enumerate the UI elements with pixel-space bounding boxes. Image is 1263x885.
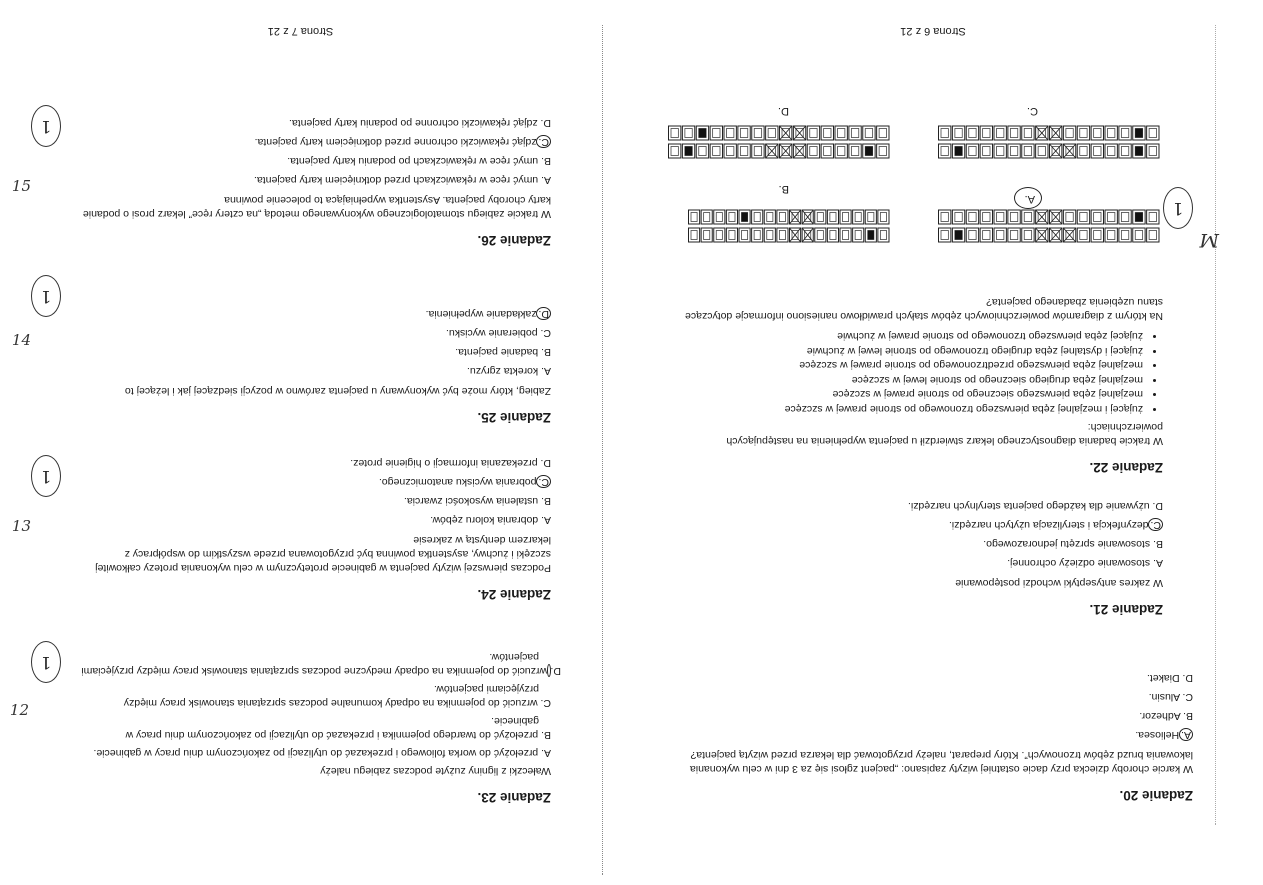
- tooth-box: [793, 144, 805, 158]
- tooth-box: [1050, 126, 1062, 140]
- tooth-box: [1147, 228, 1159, 242]
- tooth-box: [764, 210, 775, 224]
- handwritten-note: M: [1199, 229, 1219, 251]
- option-c: C. wrzucić do pojemnika na odpady komunalne podczas sprzątania stanowisk pracy między przyjęciami pacjentów.: [123, 683, 551, 709]
- tooth-box: [835, 144, 847, 158]
- tooth-box: [1008, 228, 1020, 242]
- task-question: W zakres antyseptyki wchodzi postępowanie: [955, 577, 1163, 589]
- option-b: B. stosowanie sprzętu jednorazowego.: [983, 538, 1163, 550]
- tooth-box: [1077, 126, 1089, 140]
- option-a: A. przełożyć do worka foliowego i przekazać do utylizacji po zakończonym dniu pracy w gabinecie.: [93, 747, 551, 759]
- page-footer: Strona 7 z 21: [267, 25, 334, 37]
- tooth-box: [1036, 228, 1048, 242]
- tooth-box: [1050, 144, 1062, 158]
- tooth-box: [980, 228, 992, 242]
- tooth-box: [764, 228, 775, 242]
- option-d-selected: D.wrzucić do pojemnika na odpady medyczne podczas sprzątania stanowisk pracy między przyjęciami pacjentów.: [81, 651, 561, 677]
- option-d: D. zdjąć rękawiczki ochronne po podaniu karty pacjenta.: [288, 117, 551, 129]
- tooth-box: [1147, 126, 1159, 140]
- score-mark: 1: [31, 275, 61, 317]
- tooth-box: [939, 126, 951, 140]
- tooth-box: [752, 210, 763, 224]
- tooth-box: [994, 126, 1006, 140]
- diagram-label-a: A.: [1024, 193, 1035, 205]
- diagram-label-b: B.: [778, 183, 789, 195]
- task-26: [71, 113, 551, 248]
- tooth-box: [701, 210, 712, 224]
- tooth-box: [766, 144, 778, 158]
- option-c: C. Alusin.: [1148, 691, 1193, 703]
- tooth-box: [738, 126, 750, 140]
- task-25: [81, 304, 551, 425]
- tooth-box: [853, 228, 864, 242]
- tooth-box: [793, 126, 805, 140]
- tooth-box: [766, 126, 778, 140]
- handwritten-number: 13: [11, 517, 31, 535]
- option-a: A. stosowanie odzieży ochronnej.: [1007, 557, 1163, 569]
- options-list: [81, 304, 551, 380]
- tooth-box: [994, 144, 1006, 158]
- tooth-box: [994, 228, 1006, 242]
- tooth-box: [714, 228, 725, 242]
- tooth-box: [689, 228, 700, 242]
- answer-circle: A.: [1181, 729, 1191, 741]
- finding-item: • żującej zęba pierwszego trzonowego po stronie prawej w żuchwie: [663, 329, 1143, 344]
- tooth-box: [1077, 210, 1089, 224]
- tooth-box: [1105, 144, 1117, 158]
- tooth-box: [1091, 126, 1103, 140]
- option-a: A. dobrania koloru zębów.: [430, 514, 551, 526]
- tooth-box: [1008, 210, 1020, 224]
- task-question: W trakcie zabiegu stomatologicznego wykonywanego metodą „na cztery ręce” lekarz prosi o podanie karty choroby pacjenta. Asystentka wypełniająca to polecenie powinna: [82, 194, 551, 220]
- tooth-box: [1105, 210, 1117, 224]
- tooth-box: [714, 210, 725, 224]
- tooth-box: [1022, 228, 1034, 242]
- tooth-diagram-d: [663, 125, 893, 161]
- tooth-box: [863, 126, 875, 140]
- task-21: [643, 496, 1163, 617]
- tooth-box: [780, 144, 792, 158]
- tooth-box: [1091, 228, 1103, 242]
- option-b: B. ustalenia wysokości zwarcia.: [403, 495, 551, 507]
- option-c-selected: C.dezynfekcja i sterylizacja użytych narzędzi.: [948, 519, 1161, 531]
- tooth-box: [827, 210, 838, 224]
- task-question-2: Na którym z diagramów powierzchniowych zębów stałych prawidłowo naniesiono informacje dotyczące stanu uzębienia zbadanego pacjenta?: [685, 296, 1163, 322]
- task-question: Zabieg, który może być wykonywany u pacjenta zarówno w pozycji siedzącej jak i leżącej to: [124, 385, 551, 397]
- task-title: Zadanie 23.: [477, 790, 551, 805]
- tooth-box: [1022, 210, 1034, 224]
- tooth-box: [669, 126, 681, 140]
- tooth-box: [952, 126, 964, 140]
- task-24: [81, 453, 551, 602]
- option-a-selected: A.Heliosea.: [1135, 729, 1191, 741]
- tooth-box: [1063, 228, 1075, 242]
- score-mark: 1: [31, 105, 61, 147]
- handwritten-number: 14: [11, 331, 31, 349]
- tooth-box: [739, 210, 750, 224]
- tooth-box: [790, 210, 801, 224]
- findings-list: [663, 329, 1163, 416]
- tooth-box: [1022, 144, 1034, 158]
- tooth-box: [807, 126, 819, 140]
- tooth-box: [966, 210, 978, 224]
- option-c: C. pobieranie wycisku.: [445, 327, 551, 339]
- tooth-box: [724, 144, 736, 158]
- tooth-box: [780, 126, 792, 140]
- tooth-box: [939, 210, 951, 224]
- tooth-box: [726, 228, 737, 242]
- option-d-selected: D.zakładanie wypełnienia.: [425, 308, 549, 320]
- tooth-box: [877, 126, 889, 140]
- finding-item: • mezjalnej zęba pierwszego siecznego po stronie prawej w szczęce: [663, 387, 1143, 402]
- finding-item: • żującej i dystalnej zęba drugiego trzonowego po stronie lewej w żuchwie: [663, 344, 1143, 359]
- tooth-box: [878, 228, 889, 242]
- answer-circle: D.: [547, 664, 551, 677]
- tooth-box: [1036, 144, 1048, 158]
- tooth-diagram-a: [933, 209, 1163, 245]
- tooth-box: [738, 144, 750, 158]
- page-footer: Strona 6 z 21: [900, 25, 966, 37]
- tooth-box: [752, 228, 763, 242]
- answer-circle: C.: [538, 476, 549, 488]
- tooth-box: [802, 228, 813, 242]
- option-c-selected: C.zdjąć rękawiczki ochronne przed dotknięciem karty pacjenta.: [254, 136, 549, 148]
- tooth-box: [865, 228, 876, 242]
- tooth-box: [966, 126, 978, 140]
- tooth-box: [807, 144, 819, 158]
- tooth-box: [739, 228, 750, 242]
- tooth-box: [1147, 210, 1159, 224]
- task-question: Podczas pierwszej wizyty pacjenta w gabinecie protetycznym w celu wykonania protezy całkowitej szczęki i żuchwy, asystentka powinna być przygotowana przede wszystkim do współpracy z lekarzem dentystą w zakresie: [95, 534, 551, 574]
- finding-item: • żującej i mezjalnej zęba pierwszego trzonowego po stronie prawej w szczęce: [663, 402, 1143, 417]
- tooth-box: [1063, 126, 1075, 140]
- answer-circle: C.: [1150, 519, 1161, 531]
- tooth-box: [777, 210, 788, 224]
- task-question: W karcie choroby dziecka przy dacie ostatniej wizyty zapisano: „pacjent zgłosi się za 3 dni w celu wykonania lakowania bruzd zębów trzonowych”. Który preparat, należy przygotować dla lekarza przed wizytą pacjenta?: [689, 749, 1193, 775]
- score-mark: 1: [31, 641, 61, 683]
- tooth-box: [1119, 126, 1131, 140]
- tooth-box: [952, 210, 964, 224]
- option-b: B. Adhezor.: [1139, 710, 1193, 722]
- tooth-box: [1036, 126, 1048, 140]
- tooth-box: [777, 228, 788, 242]
- finding-item: • mezjalnej zęba drugiego siecznego po stronie lewej w szczęce: [663, 373, 1143, 388]
- tooth-box: [1105, 228, 1117, 242]
- options-list: [81, 650, 561, 760]
- diagram-label-c: C.: [1027, 105, 1038, 117]
- option-b: B. przełożyć do twardego pojemnika i przekazać do utylizacji po zakończonym dniu pracy w gabinecie.: [125, 715, 551, 741]
- tooth-box: [1091, 210, 1103, 224]
- tooth-box: [966, 144, 978, 158]
- tooth-box: [1147, 144, 1159, 158]
- tooth-box: [952, 144, 964, 158]
- tooth-box: [1105, 126, 1117, 140]
- option-d: D. używanie dla każdego pacjenta sterylnych narzędzi.: [907, 500, 1163, 512]
- tooth-box: [865, 210, 876, 224]
- tooth-box: [815, 228, 826, 242]
- option-b: B. umyć ręce w rękawiczkach po podaniu karty pacjenta.: [287, 155, 551, 167]
- option-b: B. badanie pacjenta.: [455, 346, 551, 358]
- diagram-label-d: D.: [778, 105, 789, 117]
- handwritten-number: 12: [9, 701, 29, 719]
- tooth-box: [1008, 144, 1020, 158]
- tooth-box: [939, 144, 951, 158]
- tooth-box: [1091, 144, 1103, 158]
- tooth-box: [696, 126, 708, 140]
- tooth-box: [1133, 228, 1145, 242]
- tooth-box: [849, 126, 861, 140]
- task-title: Zadanie 25.: [477, 410, 551, 425]
- tooth-box: [710, 144, 722, 158]
- tooth-box: [1077, 144, 1089, 158]
- tooth-box: [1119, 144, 1131, 158]
- task-20: [673, 668, 1193, 803]
- tooth-box: [1008, 126, 1020, 140]
- tooth-box: [1022, 126, 1034, 140]
- tooth-box: [710, 126, 722, 140]
- answer-circle: C.: [538, 136, 549, 148]
- tooth-box: [752, 144, 764, 158]
- tooth-box: [994, 210, 1006, 224]
- tooth-box: [1133, 144, 1145, 158]
- task-question: Wałeczki z ligniny zużyte podczas zabiegu należy: [320, 765, 551, 777]
- tooth-box: [689, 210, 700, 224]
- task-title: Zadanie 26.: [477, 233, 551, 248]
- task-question: W trakcie badania diagnostycznego lekarz stwierdził u pacjenta wypełnienia na następujących powierzchniach:: [726, 421, 1163, 447]
- score-mark: 1: [31, 455, 61, 497]
- tooth-box: [802, 210, 813, 224]
- tooth-box: [827, 228, 838, 242]
- tooth-box: [724, 126, 736, 140]
- tooth-box: [980, 126, 992, 140]
- tooth-box: [835, 126, 847, 140]
- tooth-box: [1133, 126, 1145, 140]
- tooth-box: [980, 144, 992, 158]
- tooth-diagram-c: [933, 125, 1163, 161]
- task-title: Zadanie 21.: [1089, 602, 1163, 617]
- handwritten-number: 15: [11, 177, 31, 195]
- tooth-box: [952, 228, 964, 242]
- option-d: D. przekazania informacji o higienie protez.: [350, 457, 551, 469]
- tooth-box: [840, 210, 851, 224]
- tooth-box: [1133, 210, 1145, 224]
- tooth-box: [821, 144, 833, 158]
- task-23: [81, 646, 561, 805]
- finding-item: • mezjalnej zęba pierwszego przedtrzonowego po stronie prawej w szczęce: [663, 358, 1143, 373]
- tooth-box: [1036, 210, 1048, 224]
- answer-circle: [1014, 187, 1042, 209]
- tooth-box: [863, 144, 875, 158]
- tooth-box: [939, 228, 951, 242]
- tooth-box: [1063, 210, 1075, 224]
- tooth-box: [1119, 210, 1131, 224]
- options-list: [673, 668, 1193, 744]
- tooth-box: [701, 228, 712, 242]
- tooth-box: [877, 144, 889, 158]
- answer-circle: D.: [538, 308, 549, 320]
- tooth-box: [1119, 228, 1131, 242]
- option-a: A. korekta zgryzu.: [466, 365, 551, 377]
- task-title: Zadanie 20.: [1119, 788, 1193, 803]
- tooth-box: [980, 210, 992, 224]
- tooth-box: [682, 126, 694, 140]
- tooth-box: [726, 210, 737, 224]
- page-7: [0, 0, 601, 885]
- task-22: [663, 295, 1163, 475]
- option-d: D. Diaket.: [1146, 672, 1193, 684]
- tooth-box: [1063, 144, 1075, 158]
- tooth-box: [752, 126, 764, 140]
- options-list: [643, 496, 1163, 572]
- option-a: A. umyć ręce w rękawiczkach przed dotknięciem karty pacjenta.: [253, 174, 551, 186]
- tooth-box: [1050, 228, 1062, 242]
- tooth-box: [790, 228, 801, 242]
- tooth-box: [821, 126, 833, 140]
- tooth-box: [878, 210, 889, 224]
- page-6: [603, 0, 1263, 885]
- option-c-selected: C.pobrania wycisku anatomicznego.: [378, 476, 549, 488]
- tooth-box: [1077, 228, 1089, 242]
- tooth-box: [966, 228, 978, 242]
- tooth-box: [815, 210, 826, 224]
- tooth-diagram-b: [683, 209, 893, 245]
- tooth-box: [1050, 210, 1062, 224]
- task-title: Zadanie 24.: [477, 587, 551, 602]
- score-mark: 1: [1163, 187, 1193, 229]
- tooth-box: [853, 210, 864, 224]
- tooth-box: [682, 144, 694, 158]
- tooth-box: [696, 144, 708, 158]
- options-list: [71, 113, 551, 189]
- tooth-box: [669, 144, 681, 158]
- task-title: Zadanie 22.: [1089, 460, 1163, 475]
- options-list: [81, 453, 551, 529]
- tooth-box: [849, 144, 861, 158]
- tooth-box: [840, 228, 851, 242]
